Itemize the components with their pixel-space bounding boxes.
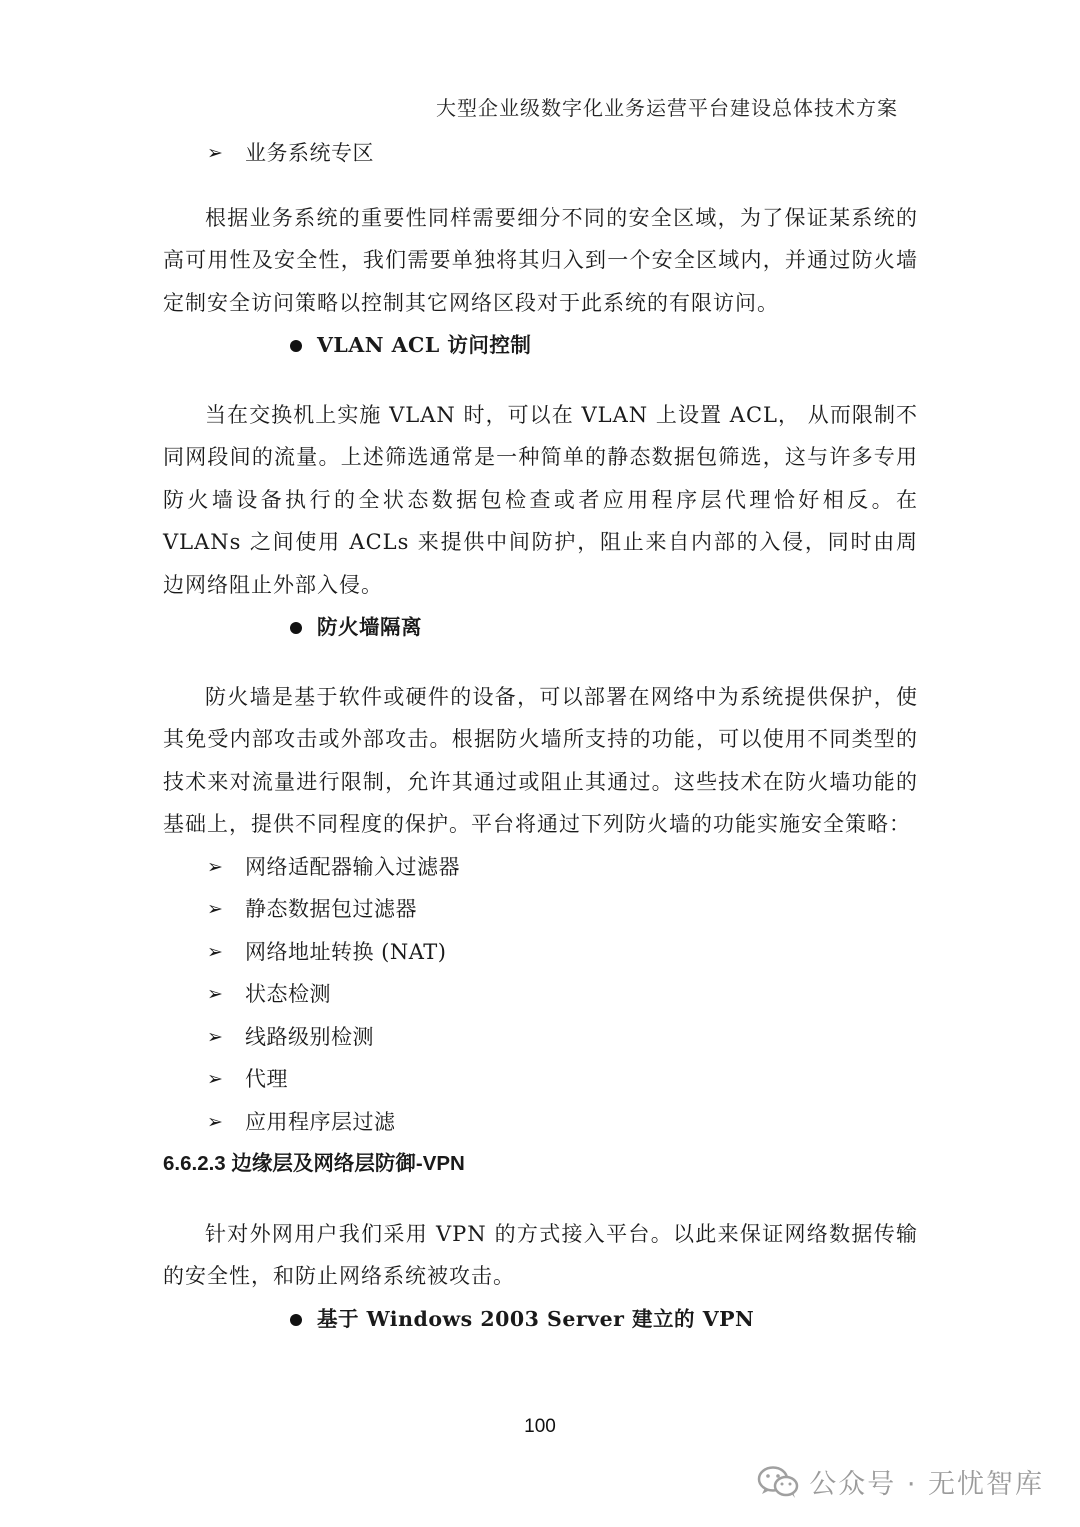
document-body [163, 132, 918, 1340]
page-header-title: 大型企业级数字化业务运营平台建设总体技术方案 [436, 96, 898, 120]
round-bullet-icon [290, 1314, 302, 1326]
bullet-heading-label: 基于 Windows 2003 Server 建立的 VPN [317, 1306, 755, 1331]
page-number: 100 [524, 1416, 556, 1437]
arrow-bullet-icon: ➢ [207, 983, 224, 1005]
list-item [163, 1101, 918, 1144]
bullet-heading-vpn-server [163, 1298, 918, 1341]
bullet-heading-label: VLAN ACL 访问控制 [317, 333, 532, 357]
firewall-feature-list [163, 846, 918, 1144]
bullet-heading-vlan-acl [163, 324, 918, 367]
list-item-label: 代理 [245, 1067, 288, 1091]
list-item-label: 应用程序层过滤 [245, 1109, 396, 1134]
list-item-label: 状态检测 [245, 982, 331, 1006]
bullet-heading-firewall [163, 606, 918, 649]
arrow-bullet-icon: ➢ [207, 855, 224, 878]
list-item [163, 1016, 918, 1059]
list-item [163, 931, 918, 974]
round-bullet-icon [290, 340, 302, 352]
list-item-label: 网络适配器输入过滤器 [245, 854, 460, 879]
arrow-bullet-icon: ➢ [207, 898, 224, 920]
paragraph-business-zone: 根据业务系统的重要性同样需要细分不同的安全区域，为了保证某系统的高可用性及安全性，我们需要单独将其归入到一个安全区域内，并通过防火墙定制安全访问策略以控制其它网络区段对于此系统的有限访问。 [163, 205, 918, 315]
watermark-text: 公众号 · 无忧智库 [809, 1469, 1044, 1500]
paragraph-vlan-acl: 当在交换机上实施 VLAN 时，可以在 VLAN 上设置 ACL， 从而限制不同网段间的流量。上述筛选通常是一种简单的静态数据包筛选，这与许多专用防火墙设备执行的全状态数据包检查或者应用程序层代理恰好相反。在 VLANs 之间使用 ACLs 来提供中间防护，阻止来自内部的入侵，同时由周边网络阻止外部入侵。 [163, 402, 918, 597]
list-item-label: 静态数据包过滤器 [245, 897, 417, 921]
list-item-label: 业务系统专区 [245, 141, 374, 165]
paragraph-vpn: 针对外网用户我们采用 VPN 的方式接入平台。以此来保证网络数据传输的安全性，和防止网络系统被攻击。 [163, 1221, 918, 1288]
wechat-icon [757, 1465, 799, 1499]
arrow-bullet-icon: ➢ [207, 1025, 224, 1048]
list-item-business-zone [163, 132, 918, 175]
section-heading: 6.6.2.3 边缘层及网络层防御-VPN [163, 1152, 465, 1175]
round-bullet-icon [290, 622, 302, 634]
paragraph-firewall: 防火墙是基于软件或硬件的设备，可以部署在网络中为系统提供保护，使其免受内部攻击或外部攻击。根据防火墙所支持的功能，可以使用不同类型的技术来对流量进行限制，允许其通过或阻止其通过。这些技术在防火墙功能的基础上，提供不同程度的保护。平台将通过下列防火墙的功能实施安全策略： [163, 684, 918, 836]
arrow-bullet-icon: ➢ [207, 142, 224, 164]
list-item [163, 1058, 918, 1101]
arrow-bullet-icon: ➢ [207, 940, 224, 963]
list-item-label: 网络地址转换 (NAT) [245, 939, 447, 964]
list-item [163, 846, 918, 889]
bullet-heading-label: 防火墙隔离 [317, 615, 422, 639]
arrow-bullet-icon: ➢ [207, 1110, 224, 1133]
list-item [163, 888, 918, 931]
arrow-bullet-icon: ➢ [207, 1068, 224, 1090]
list-item-label: 线路级别检测 [245, 1024, 374, 1049]
list-item [163, 973, 918, 1016]
watermark [757, 1462, 1044, 1501]
